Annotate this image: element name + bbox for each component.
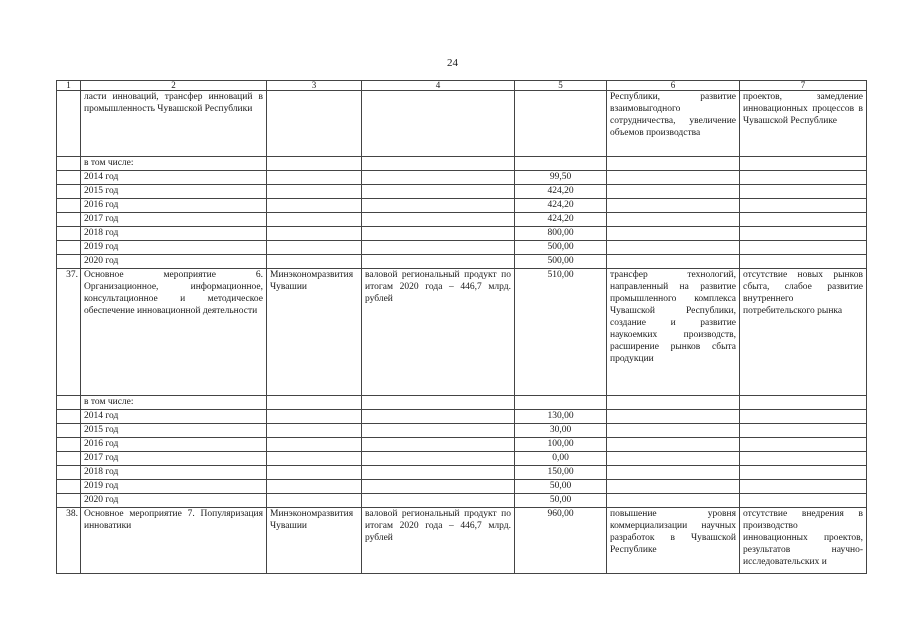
year-value: 150,00 <box>515 466 607 480</box>
risk: отсутствие новых рынков сбыта, слабое развитие внутреннего потребительского рынка <box>740 269 867 396</box>
year-label: 2019 год <box>81 480 267 494</box>
expected-result-cell: Республики, развитие взаимовыгодного сотрудничества, увеличение объемов производства <box>607 91 740 157</box>
indicator-cell <box>362 91 515 157</box>
year-value: 50,00 <box>515 494 607 508</box>
funding-cell <box>515 91 607 157</box>
year-row <box>57 424 867 438</box>
in-total-label: в том числе: <box>81 396 267 410</box>
indicator: валовой региональный продукт по итогам 2020 года – 446,7 млрд. рублей <box>362 269 515 396</box>
year-label: 2014 год <box>81 410 267 424</box>
column-number: 1 <box>57 81 81 91</box>
activity-row-38 <box>57 508 867 574</box>
year-value: 50,00 <box>515 480 607 494</box>
row-number-cell <box>57 91 81 157</box>
year-label: 2020 год <box>81 255 267 269</box>
year-value: 424,20 <box>515 185 607 199</box>
in-total-row <box>57 396 867 410</box>
continuation-row <box>57 91 867 157</box>
column-number: 6 <box>607 81 740 91</box>
column-number-row <box>57 81 867 91</box>
year-row <box>57 199 867 213</box>
column-number: 5 <box>515 81 607 91</box>
activity-name: Основное мероприятие 6. Организационное, информационное, консультационное и методическое обеспечение инновационной деятельности <box>81 269 267 396</box>
year-value: 130,00 <box>515 410 607 424</box>
row-number: 38. <box>57 508 81 574</box>
year-row <box>57 480 867 494</box>
executor: Минэкономразвития Чувашии <box>267 269 362 396</box>
executor: Минэкономразвития Чувашии <box>267 508 362 574</box>
risk: отсутствие внедрения в производство инновационных проектов, результатов научно-исследовательских и <box>740 508 867 574</box>
year-row <box>57 255 867 269</box>
activity-name-cell: ласти инноваций, трансфер инноваций в промышленность Чувашской Республики <box>81 91 267 157</box>
year-label: 2015 год <box>81 185 267 199</box>
column-number: 2 <box>81 81 267 91</box>
program-activities-table <box>56 80 867 574</box>
activity-row-37 <box>57 269 867 396</box>
year-row <box>57 410 867 424</box>
year-value: 800,00 <box>515 227 607 241</box>
year-row <box>57 227 867 241</box>
year-label: 2017 год <box>81 452 267 466</box>
year-label: 2016 год <box>81 199 267 213</box>
year-row <box>57 213 867 227</box>
year-value: 0,00 <box>515 452 607 466</box>
year-row <box>57 466 867 480</box>
page-number: 24 <box>447 57 458 69</box>
year-row <box>57 171 867 185</box>
year-value: 424,20 <box>515 213 607 227</box>
expected-result: трансфер технологий, направленный на развитие промышленного комплекса Чувашской Республики, создание и развитие наукоемких производств, расширение рынков сбыта продукции <box>607 269 740 396</box>
executor-cell <box>267 91 362 157</box>
year-row <box>57 494 867 508</box>
year-value: 500,00 <box>515 255 607 269</box>
funding-total: 960,00 <box>515 508 607 574</box>
year-label: 2020 год <box>81 494 267 508</box>
funding-total: 510,00 <box>515 269 607 396</box>
year-label: 2016 год <box>81 438 267 452</box>
activity-name: Основное мероприятие 7. Популяризация инноватики <box>81 508 267 574</box>
in-total-row <box>57 157 867 171</box>
row-number: 37. <box>57 269 81 396</box>
year-value: 30,00 <box>515 424 607 438</box>
year-row <box>57 241 867 255</box>
in-total-label: в том числе: <box>81 157 267 171</box>
column-number: 7 <box>740 81 867 91</box>
expected-result: повышение уровня коммерциализации научных разработок в Чувашской Республике <box>607 508 740 574</box>
year-value: 500,00 <box>515 241 607 255</box>
year-row <box>57 438 867 452</box>
year-label: 2019 год <box>81 241 267 255</box>
year-row <box>57 185 867 199</box>
year-row <box>57 452 867 466</box>
indicator: валовой региональный продукт по итогам 2020 года – 446,7 млрд. рублей <box>362 508 515 574</box>
column-number: 3 <box>267 81 362 91</box>
column-number: 4 <box>362 81 515 91</box>
year-label: 2015 год <box>81 424 267 438</box>
risk-cell: проектов, замедление инновационных процессов в Чувашской Республике <box>740 91 867 157</box>
year-label: 2018 год <box>81 466 267 480</box>
year-value: 100,00 <box>515 438 607 452</box>
year-value: 99,50 <box>515 171 607 185</box>
year-label: 2018 год <box>81 227 267 241</box>
year-label: 2014 год <box>81 171 267 185</box>
year-value: 424,20 <box>515 199 607 213</box>
year-label: 2017 год <box>81 213 267 227</box>
